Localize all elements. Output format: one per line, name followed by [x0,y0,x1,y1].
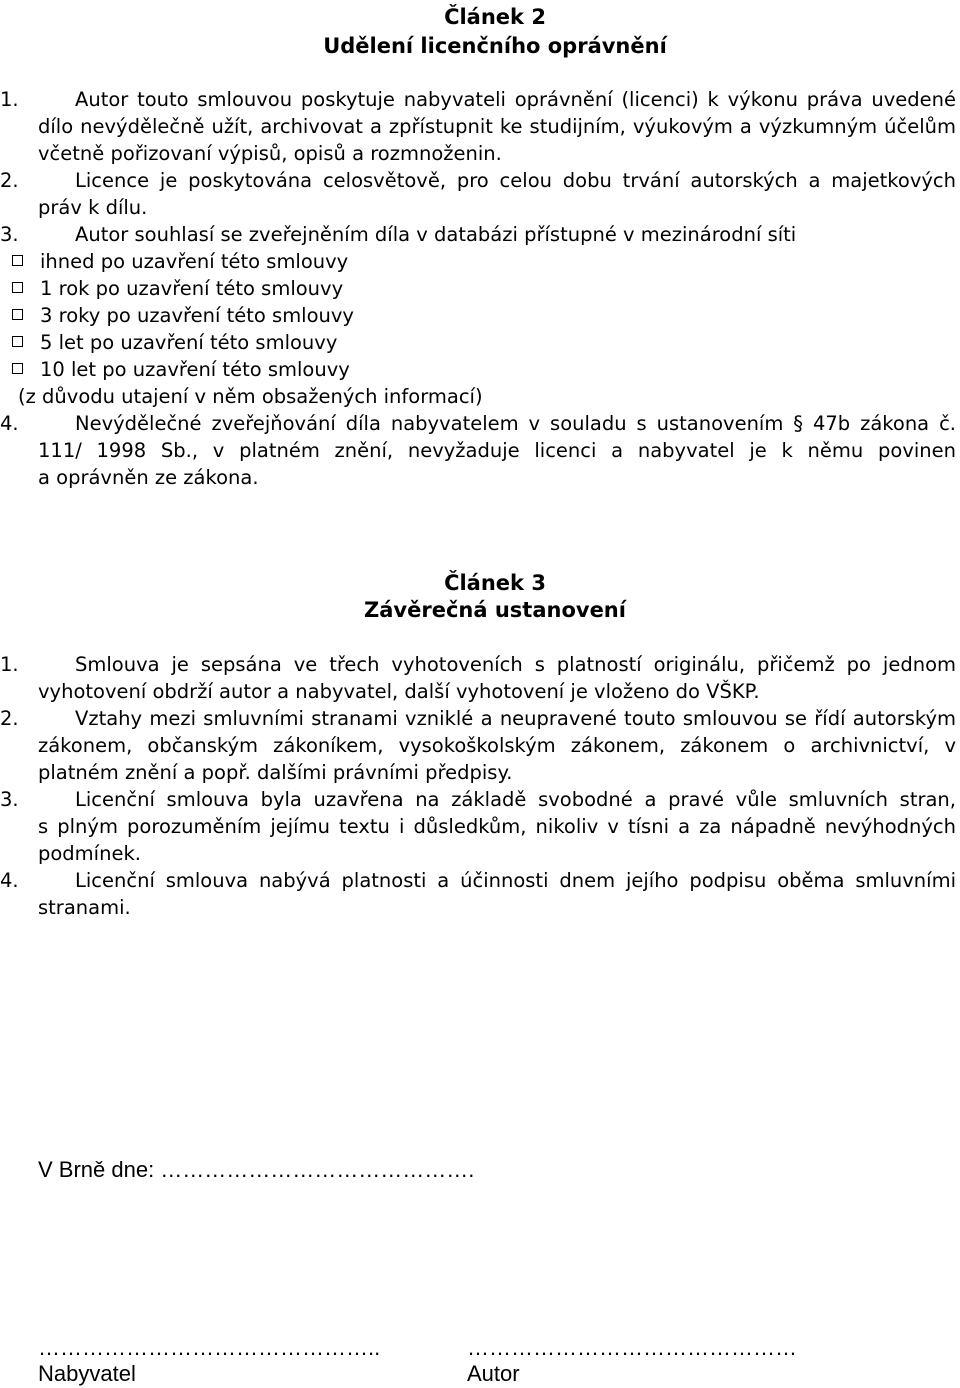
checkbox[interactable] [12,309,23,320]
publication-option-label: 5 let po uzavření této smlouvy [40,331,338,354]
clause-text-line: a oprávněn ze zákona. [38,466,259,489]
checkbox[interactable] [12,363,23,374]
place-date-field[interactable]: V Brně dne: ……………………………………. [38,1157,475,1182]
clause-text-line: stranami. [38,896,131,919]
article-2-title: Článek 2 [444,5,546,29]
clause-number: 4. [0,869,19,892]
clause-number: 4. [0,412,19,435]
clause-number: 2. [0,707,19,730]
clause-text-line: Licenční smlouva byla uzavřena na základě svobodné a pravé vůle smluvních stran, [75,788,956,811]
publication-option-label: 10 let po uzavření této smlouvy [40,358,350,381]
nabyvatel-signature-line[interactable]: ……………………………………….. [38,1335,381,1360]
clause-text-line: Smlouva je sepsána ve třech vyhotoveních s platností originálu, přičemž po jednom [75,653,956,676]
clause-text-line: 111/ 1998 Sb., v platném znění, nevyžaduje licenci a nabyvatel je k němu povinen [38,439,956,462]
publication-option[interactable] [12,276,343,302]
publication-option[interactable] [12,330,337,356]
clause-text-line: Autor touto smlouvou poskytuje nabyvateli oprávnění (licenci) k výkonu práva uvedené [75,88,956,111]
clause-text-line: Vztahy mezi smluvními stranami vzniklé a neupravené touto smlouvou se řídí autorským [75,707,956,730]
clause-text-line: vyhotovení obdrží autor a nabyvatel, další vyhotovení je vloženo do VŠKP. [38,680,760,703]
clause-text-line: Autor souhlasí se zveřejněním díla v databázi přístupné v mezinárodní síti [75,223,797,246]
clause-text-line: zákonem, občanským zákoníkem, vysokoškolským zákonem, zákonem o archivnictví, v [38,734,956,757]
publication-option-label: ihned po uzavření této smlouvy [40,250,349,273]
publication-option-label: 1 rok po uzavření této smlouvy [40,277,344,300]
clause-text-line: práv k dílu. [38,196,148,219]
clause-text-line: Licence je poskytována celosvětově, pro celou dobu trvání autorských a majetkových [75,169,956,192]
clause-number: 2. [0,169,19,192]
article-3-title: Článek 3 [444,571,546,595]
clause-number: 1. [0,653,19,676]
nabyvatel-label: Nabyvatel [38,1361,136,1386]
publication-option[interactable] [12,249,348,275]
checkbox[interactable] [12,255,23,266]
checkbox[interactable] [12,282,23,293]
checkbox[interactable] [12,336,23,347]
clause-text-line: Licenční smlouva nabývá platnosti a účinnosti dnem jejího podpisu oběma smluvními [75,869,956,892]
clause-text-line: s plným porozuměním jejímu textu i důsledkům, nikoliv v tísni a za nápadně nevýhodných [38,815,956,838]
publication-note: (z důvodu utajení v něm obsažených informací) [18,385,483,408]
publication-option-label: 3 roky po uzavření této smlouvy [40,304,354,327]
autor-signature-line[interactable]: ……………………………………… [467,1335,797,1360]
publication-option[interactable] [12,357,350,383]
clause-text-line: dílo nevýdělečně užít, archivovat a zpřístupnit ke studijním, výukovým a výzkumným účelům [38,115,956,138]
clause-number: 3. [0,223,19,246]
publication-option[interactable] [12,303,354,329]
clause-number: 1. [0,88,19,111]
autor-label: Autor [467,1361,520,1386]
article-2-subtitle: Udělení licenčního oprávnění [323,34,667,58]
clause-text-line: podmínek. [38,842,141,865]
clause-text-line: Nevýdělečné zveřejňování díla nabyvatelem v souladu s ustanovením § 47b zákona č. [75,412,956,435]
clause-text-line: platném znění a popř. dalšími právními předpisy. [38,761,513,784]
clause-text-line: včetně pořizovaní výpisů, opisů a rozmnoženin. [38,142,502,165]
article-3-subtitle: Závěrečná ustanovení [364,598,626,622]
clause-number: 3. [0,788,19,811]
